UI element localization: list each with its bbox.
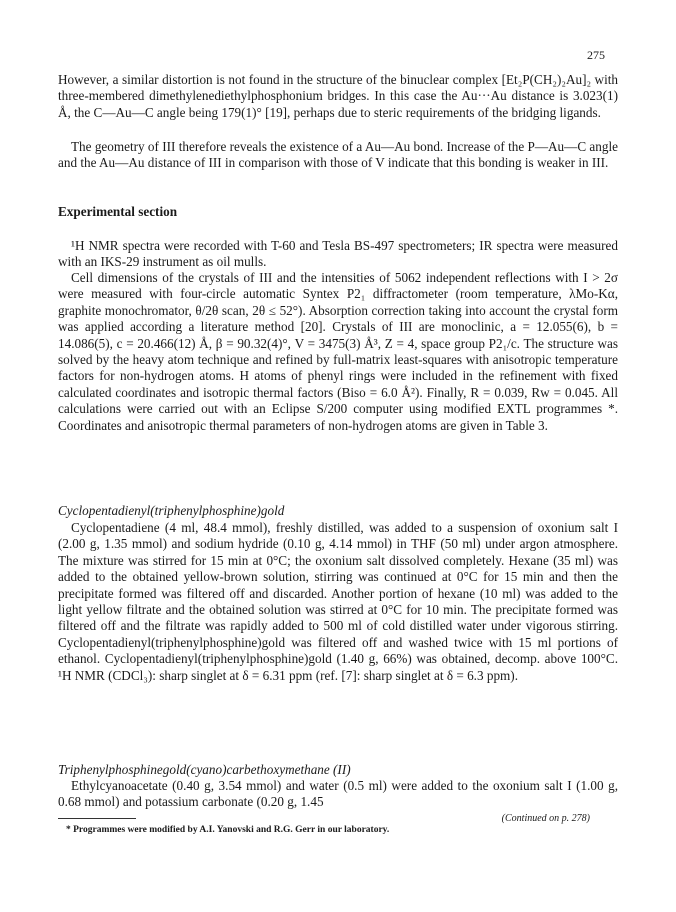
heading-text: Triphenylphosphinegold(cyano)carbethoxymethane (II) [58, 762, 351, 777]
paragraph-text: The geometry of III therefore reveals the existence of a Au—Au bond. Increase of the P—Au—C angle and the Au—Au distance of III in comparison with those of V indicate that this bonding is weaker in III. [58, 139, 618, 171]
footnote: * Programmes were modified by A.I. Yanovski and R.G. Gerr in our laboratory. [66, 825, 390, 835]
continued-note: (Continued on p. 278) [501, 813, 590, 824]
subheading-cyclopentadienyl [58, 503, 618, 519]
paragraph-text: Cell dimensions of the crystals of III and the intensities of 5062 independent reflections with I > 2σ were measured with four-circle automatic Syntex P2₁ diffractometer (room temperature, λMo-Kα, graphite monochromator, θ/2θ scan, 2θ ≤ 52°). Absorption correction taking into account the crystal form was applied according a literature method [20]. Crystals of III are monoclinic, a = 12.055(6), b = 14.086(5), c = 20.466(12) Å, β = 90.32(4)°, V = 3475(3) Å³, Z = 4, space group P2₁/c. The structure was solved by the heavy atom technique and refined by full-matrix least-squares with anisotropic temperature factors for non-hydrogen atoms. H atoms of phenyl rings were included in the refinement with fixed calculated coordinates and isotropic thermal factors (Biso = 6.0 Å²). Finally, R = 0.039, Rw = 0.045. All calculations were carried out with an Eclipse S/200 computer using modified EXTL programmes *. Coordinates and anisotropic thermal parameters of non-hydrogen atoms are given in Table 3. [58, 270, 618, 433]
paragraph-discussion-2 [58, 139, 618, 172]
paragraph-crystallography [58, 270, 618, 434]
paragraph-text: Ethylcyanoacetate (0.40 g, 3.54 mmol) and water (0.5 ml) were added to the oxonium salt I (1.00 g, 0.68 mmol) and potassium carbonate (0.20 g, 1.45 [58, 778, 618, 810]
page-number: 275 [587, 48, 605, 62]
paragraph-discussion-1 [58, 72, 618, 121]
paragraph-spectra [58, 238, 618, 271]
section-heading-experimental [58, 204, 618, 220]
paragraph-text: ¹H NMR spectra were recorded with T-60 and Tesla BS-497 spectrometers; IR spectra were measured with an IKS-29 instrument as oil mulls. [58, 238, 618, 270]
heading-text: Cyclopentadienyl(triphenylphosphine)gold [58, 503, 285, 518]
footnote-rule [58, 818, 136, 819]
paragraph-synthesis-ii [58, 778, 618, 811]
paragraph-text: Cyclopentadiene (4 ml, 48.4 mmol), freshly distilled, was added to a suspension of oxonium salt I (2.00 g, 1.35 mmol) and sodium hydride (0.10 g, 4.14 mmol) in THF (50 ml) under argon atmosphere. The mixture was stirred for 15 min at 0°C; the oxonium salt dissolved completely. Hexane (35 ml) was added to the obtained yellow-brown solution, stirring was continued at 0°C for 15 min and then the precipitate formed was filtered off and discarded. Another portion of hexane (10 ml) was added to the light yellow filtrate and the obtained solution was stirred at 0°C for 10 min. The precipitate formed was filtered off and the filtrate was rapidly added to 500 ml of cold distilled water under vigorous stirring. Cyclopentadienyl(triphenylphosphine)gold was filtered off and washed twice with 15 ml portions of ethanol. Cyclopentadienyl(triphenylphosphine)gold (1.40 g, 66%) was obtained, decomp. above 100°C. ¹H NMR (CDCl₃): sharp singlet at δ = 6.31 ppm (ref. [7]: sharp singlet at δ = 6.3 ppm). [58, 520, 618, 683]
heading-text: Experimental section [58, 204, 178, 219]
paragraph-synthesis-cp [58, 520, 618, 684]
paragraph-text: However, a similar distortion is not found in the structure of the binuclear complex [Et₂P(CH₂)₂Au]₂ with three-membered dimethylenediethylphosphonium bridges. In this case the Au···Au distance is 3.023(1) Å, the C—Au—C angle being 179(1)° [19], perhaps due to steric requirements of the bridging ligands. [58, 72, 618, 120]
subheading-triphenylphosphinegold [58, 762, 618, 778]
